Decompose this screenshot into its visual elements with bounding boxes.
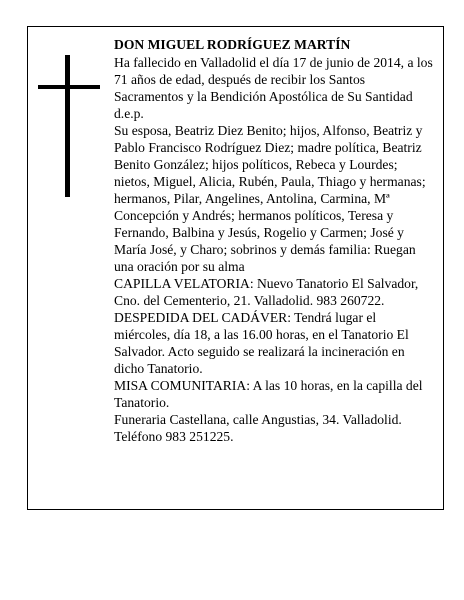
- death-announcement: Ha fallecido en Valladolid el día 17 de junio de 2014, a los 71 años de edad, después de recibir los Santos Sacramentos y la Bendición Apostólica de Su Santidad d.e.p.: [114, 55, 433, 121]
- chapel-info: CAPILLA VELATORIA: Nuevo Tanatorio El Salvador, Cno. del Cementerio, 21. Valladolid. 983 260722.: [114, 276, 419, 308]
- funeral-home-info: Funeraria Castellana, calle Angustias, 34. Valladolid. Teléfono 983 251225.: [114, 412, 402, 444]
- mass-info: MISA COMUNITARIA: A las 10 horas, en la capilla del Tanatorio.: [114, 378, 423, 410]
- deceased-name: DON MIGUEL RODRÍGUEZ MARTÍN: [114, 37, 351, 52]
- obituary-notice: [27, 26, 444, 510]
- cross-horizontal-bar: [38, 85, 100, 89]
- latin-cross-icon: [38, 55, 100, 197]
- cross-vertical-bar: [65, 55, 70, 197]
- farewell-info: DESPEDIDA DEL CADÁVER: Tendrá lugar el miércoles, día 18, a las 16.00 horas, en el Tanatorio El Salvador. Acto seguido se realizará la incineración en dicho Tanatorio.: [114, 310, 409, 376]
- family-list: Su esposa, Beatriz Diez Benito; hijos, Alfonso, Beatriz y Pablo Francisco Rodríguez Diez; madre política, Beatriz Benito González; hijos políticos, Rebeca y Lourdes; nietos, Miguel, Alicia, Rubén, Paula, Thiago y hermanas; hermanos, Pilar, Angelines, Antolina, Carmina, Mª Concepción y Andrés; hermanos políticos, Teresa y Fernando, Balbina y Jesús, Rogelio y Carmen; José y María José, y Charo; sobrinos y demás familia: Ruegan una oración por su alma: [114, 123, 426, 274]
- notice-text: [114, 36, 434, 445]
